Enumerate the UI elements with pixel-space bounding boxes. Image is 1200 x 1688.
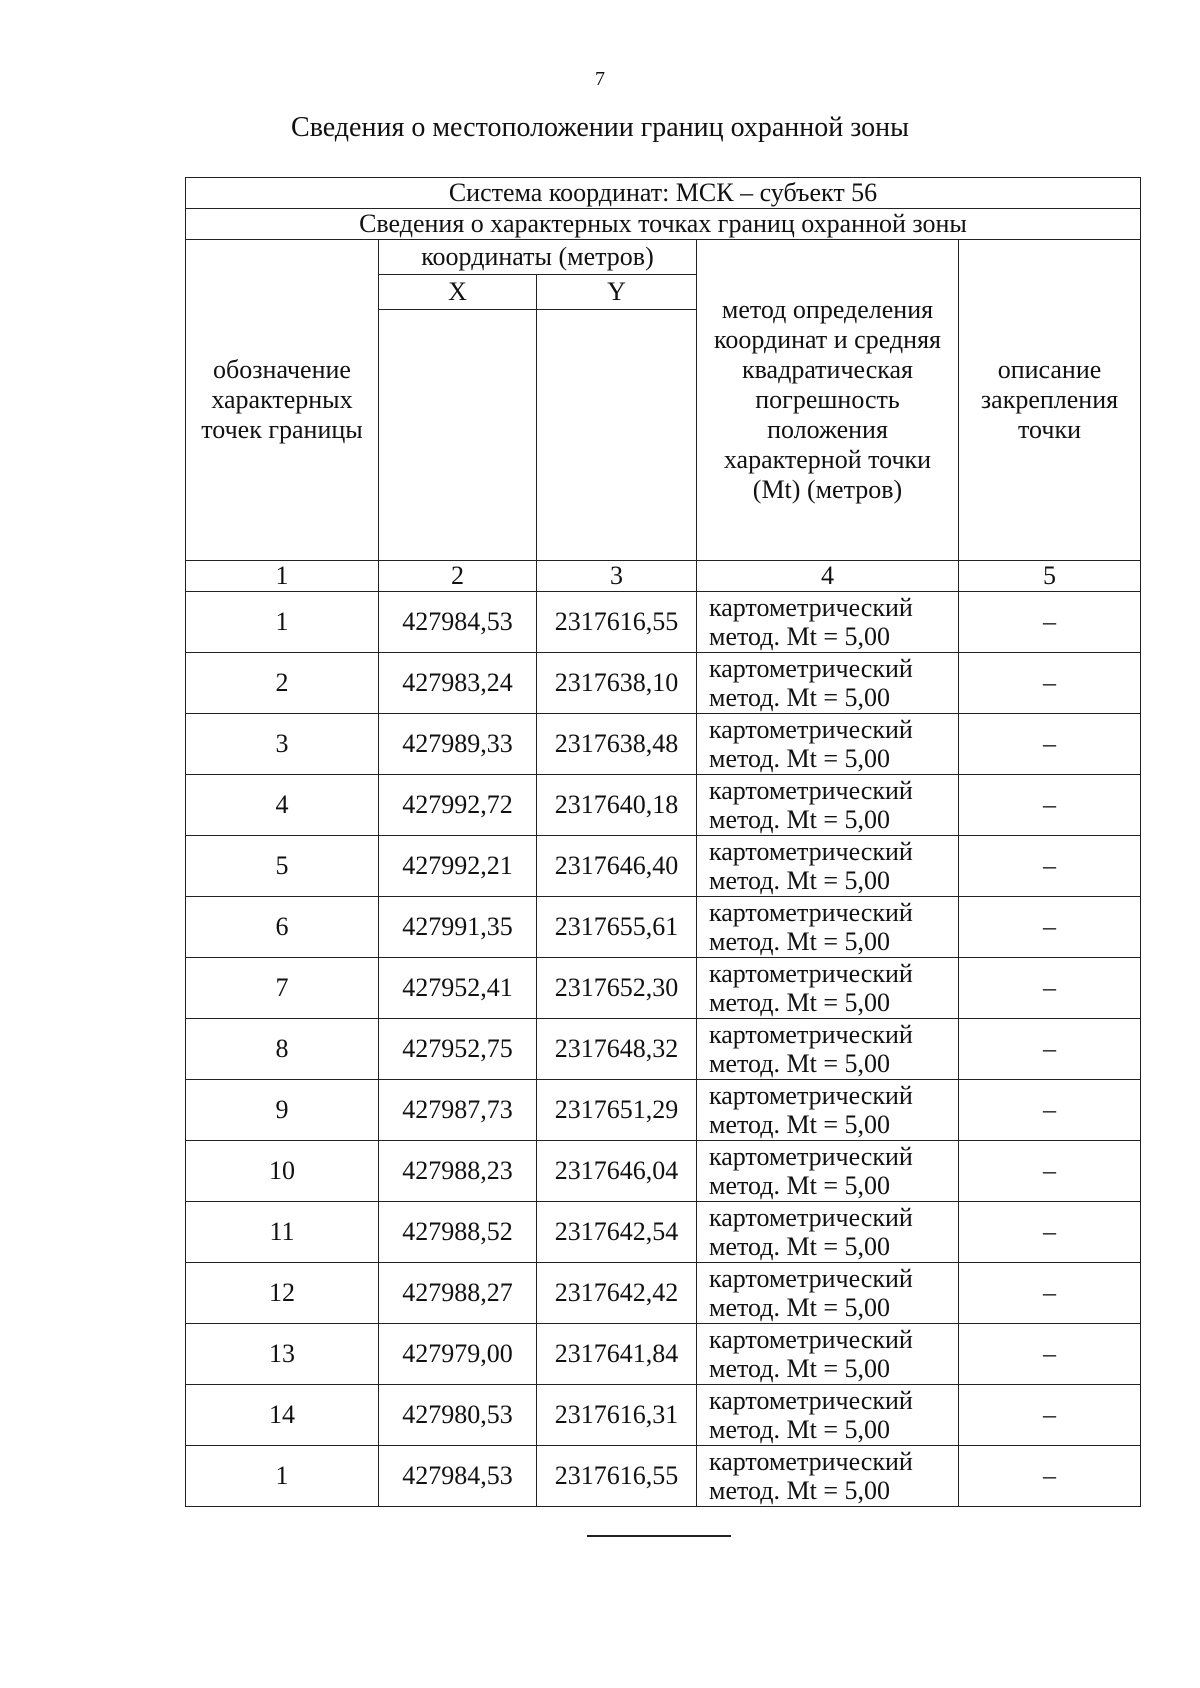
footer-rule [587,1535,731,1537]
y-cell: 2317646,40 [537,836,697,897]
method-line-1: картометрический [709,837,913,866]
method-line-2: метод. Mt = 5,00 [709,683,890,712]
point-cell: 5 [186,836,379,897]
y-cell: 2317616,55 [537,592,697,653]
description-cell: – [959,897,1141,958]
y-cell: 2317646,04 [537,1141,697,1202]
table-row [186,1202,1141,1263]
method-line-1: картометрический [709,593,913,622]
header-y-blank [537,310,697,561]
method-cell [697,1019,959,1080]
method-line-1: картометрический [709,1325,913,1354]
point-cell: 3 [186,714,379,775]
x-cell: 427991,35 [379,897,537,958]
point-cell: 10 [186,1141,379,1202]
method-line-2: метод. Mt = 5,00 [709,1293,890,1322]
table-row [186,1080,1141,1141]
x-cell: 427952,41 [379,958,537,1019]
method-line-2: метод. Mt = 5,00 [709,744,890,773]
method-cell [697,714,959,775]
x-cell: 427992,72 [379,775,537,836]
description-cell: – [959,836,1141,897]
table-row [186,592,1141,653]
x-cell: 427952,75 [379,1019,537,1080]
method-cell [697,653,959,714]
method-line-1: картометрический [709,1203,913,1232]
description-cell: – [959,775,1141,836]
header-method: метод определения координат и средняя квадратическая погрешность положения характерной точки (Mt) (метров) [697,240,959,561]
y-cell: 2317616,31 [537,1385,697,1446]
method-cell [697,1446,959,1507]
point-cell: 11 [186,1202,379,1263]
y-cell: 2317641,84 [537,1324,697,1385]
header-point-designation: обозначение характерных точек границы [186,240,379,561]
y-cell: 2317640,18 [537,775,697,836]
column-number: 3 [537,561,697,592]
x-cell: 427992,21 [379,836,537,897]
x-cell: 427984,53 [379,1446,537,1507]
description-cell: – [959,1263,1141,1324]
method-line-1: картометрический [709,959,913,988]
description-cell: – [959,1385,1141,1446]
table-row [186,836,1141,897]
method-cell [697,592,959,653]
method-line-1: картометрический [709,776,913,805]
description-cell: – [959,1141,1141,1202]
point-cell: 14 [186,1385,379,1446]
header-y: Y [537,275,697,310]
header-row [186,240,1141,275]
table-row [186,714,1141,775]
method-line-1: картометрический [709,1020,913,1049]
section-title-cell: Сведения о характерных точках границ охранной зоны [186,209,1141,240]
y-cell: 2317616,55 [537,1446,697,1507]
y-cell: 2317638,10 [537,653,697,714]
table-row [186,1019,1141,1080]
method-cell [697,836,959,897]
point-cell: 7 [186,958,379,1019]
table-row [186,958,1141,1019]
description-cell: – [959,1202,1141,1263]
x-cell: 427989,33 [379,714,537,775]
method-cell [697,1202,959,1263]
column-number-row [186,561,1141,592]
point-cell: 12 [186,1263,379,1324]
description-cell: – [959,714,1141,775]
method-line-2: метод. Mt = 5,00 [709,927,890,956]
x-cell: 427987,73 [379,1080,537,1141]
coordinates-table [185,177,1141,1507]
x-cell: 427988,23 [379,1141,537,1202]
table-row [186,653,1141,714]
point-cell: 1 [186,1446,379,1507]
method-line-2: метод. Mt = 5,00 [709,805,890,834]
x-cell: 427980,53 [379,1385,537,1446]
coordinate-system-cell: Система координат: МСК – субъект 56 [186,178,1141,209]
method-line-1: картометрический [709,1264,913,1293]
table-row [186,1263,1141,1324]
document-title: Сведения о местоположении границ охранной зоны [291,112,909,143]
method-cell [697,1385,959,1446]
method-line-1: картометрический [709,898,913,927]
header-coordinates: координаты (метров) [379,240,697,275]
description-cell: – [959,592,1141,653]
method-cell [697,1324,959,1385]
y-cell: 2317651,29 [537,1080,697,1141]
y-cell: 2317648,32 [537,1019,697,1080]
x-cell: 427983,24 [379,653,537,714]
description-cell: – [959,1080,1141,1141]
method-line-2: метод. Mt = 5,00 [709,866,890,895]
x-cell: 427984,53 [379,592,537,653]
description-cell: – [959,1019,1141,1080]
table-row [186,897,1141,958]
column-number: 1 [186,561,379,592]
point-cell: 1 [186,592,379,653]
x-cell: 427988,52 [379,1202,537,1263]
description-cell: – [959,1446,1141,1507]
header-x-blank [379,310,537,561]
method-line-2: метод. Mt = 5,00 [709,1110,890,1139]
method-line-2: метод. Mt = 5,00 [709,988,890,1017]
point-cell: 2 [186,653,379,714]
page-number: 7 [595,68,605,90]
header-description: описание закрепления точки [959,240,1141,561]
section-title-row [186,209,1141,240]
point-cell: 4 [186,775,379,836]
table-row [186,1324,1141,1385]
x-cell: 427988,27 [379,1263,537,1324]
table-row [186,1446,1141,1507]
table-row [186,1385,1141,1446]
x-cell: 427979,00 [379,1324,537,1385]
method-line-1: картометрический [709,1142,913,1171]
description-cell: – [959,958,1141,1019]
y-cell: 2317655,61 [537,897,697,958]
method-line-2: метод. Mt = 5,00 [709,1415,890,1444]
method-line-1: картометрический [709,654,913,683]
y-cell: 2317652,30 [537,958,697,1019]
method-line-1: картометрический [709,1081,913,1110]
point-cell: 9 [186,1080,379,1141]
method-line-1: картометрический [709,1386,913,1415]
point-cell: 13 [186,1324,379,1385]
method-cell [697,958,959,1019]
column-number: 2 [379,561,537,592]
column-number: 5 [959,561,1141,592]
method-line-2: метод. Mt = 5,00 [709,1049,890,1078]
coordinate-system-row [186,178,1141,209]
method-line-2: метод. Mt = 5,00 [709,1354,890,1383]
y-cell: 2317642,42 [537,1263,697,1324]
column-number: 4 [697,561,959,592]
method-line-1: картометрический [709,1447,913,1476]
point-cell: 6 [186,897,379,958]
y-cell: 2317642,54 [537,1202,697,1263]
method-cell [697,1263,959,1324]
method-line-2: метод. Mt = 5,00 [709,622,890,651]
table-row [186,775,1141,836]
method-cell [697,1080,959,1141]
method-line-2: метод. Mt = 5,00 [709,1476,890,1505]
description-cell: – [959,653,1141,714]
method-cell [697,775,959,836]
point-cell: 8 [186,1019,379,1080]
method-line-2: метод. Mt = 5,00 [709,1171,890,1200]
table-row [186,1141,1141,1202]
y-cell: 2317638,48 [537,714,697,775]
method-line-1: картометрический [709,715,913,744]
method-cell [697,897,959,958]
header-x: X [379,275,537,310]
method-line-2: метод. Mt = 5,00 [709,1232,890,1261]
description-cell: – [959,1324,1141,1385]
method-cell [697,1141,959,1202]
